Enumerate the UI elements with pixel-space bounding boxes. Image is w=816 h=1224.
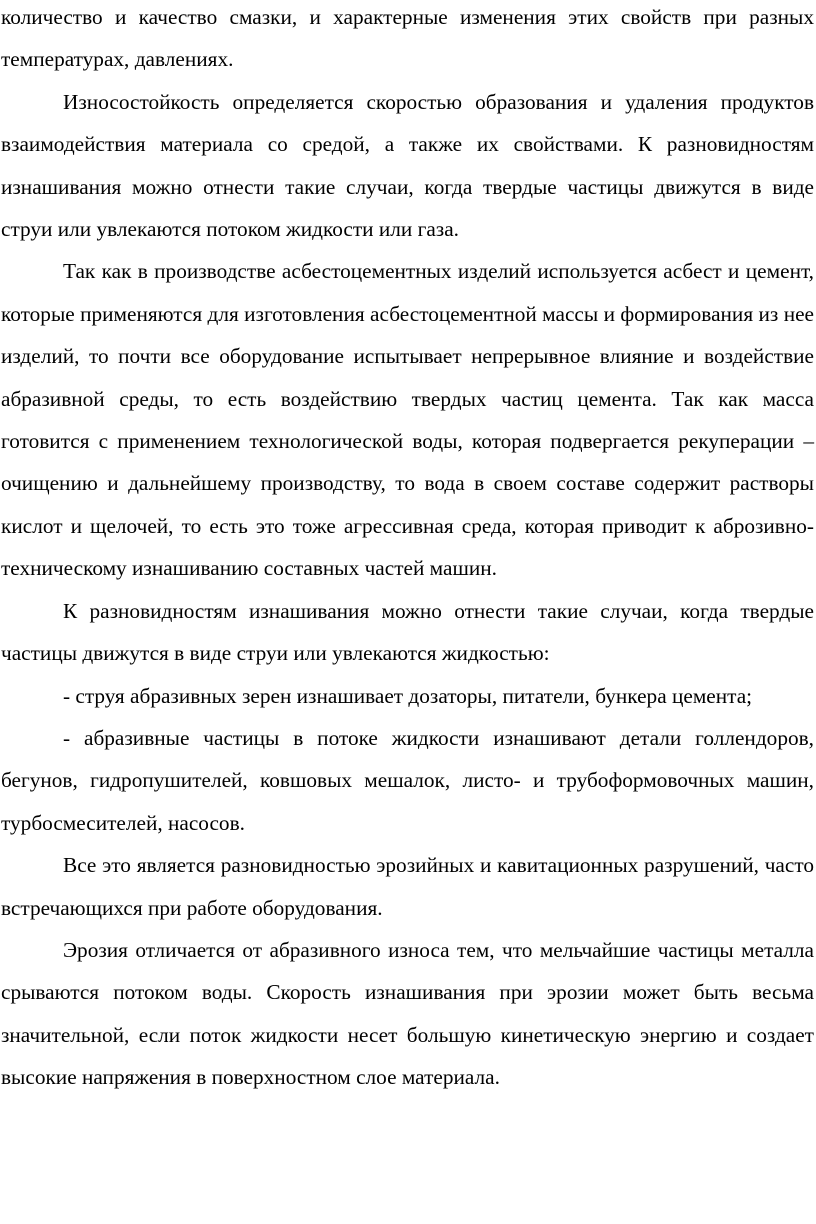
paragraph-erosion-cavitation: Все это является разновидностью эрозийных и кавитационных разрушений, часто встречающихся при работе оборудования. xyxy=(1,853,814,920)
paragraph-wear-resistance: Износостойкость определяется скоростью образования и удаления продуктов взаимодействия материала со средой, а также их свойствами. К разновидностям изнашивания можно отнести такие случаи, когда твердые частицы движутся в виде струи или увлекаются потоком жидкости или газа. xyxy=(1,89,814,242)
list-item-jet-abrasive: - струя абразивных зерен изнашивает дозаторы, питатели, бункера цемента; xyxy=(63,683,753,708)
paragraph-asbestos-production: Так как в производстве асбестоцементных изделий используется асбест и цемент, которые применяются для изготовления асбестоцементной массы и формирования из нее изделий, то почти все оборудование испытывает непрерывное влияние и воздействие абразивной среды, то есть воздействию твердых частиц цемента. Так как масса готовится с применением технологической воды, которая подвергается рекуперации – очищению и дальнейшему производству, то вода в своем составе содержит растворы кислот и щелочей, то есть это тоже агрессивная среда, которая приводит к аброзивно-техническому изнашиванию составных частей машин. xyxy=(1,259,814,581)
paragraph-continuation: количество и качество смазки, и характерные изменения этих свойств при разных температурах, давлениях. xyxy=(1,5,814,72)
list-item-liquid-abrasive: - абразивные частицы в потоке жидкости изнашивают детали голлендоров, бегунов, гидропушителей, ковшовых мешалок, листо- и трубоформовочных машин, турбосмесителей, насосов. xyxy=(1,725,814,835)
paragraph-wear-types: К разновидностям изнашивания можно отнести такие случаи, когда твердые частицы движутся в виде струи или увлекаются жидкостью: xyxy=(1,598,814,666)
paragraph-erosion-definition: Эрозия отличается от абразивного износа тем, что мельчайшие частицы металла срываются потоком воды. Скорость изнашивания при эрозии может быть весьма значительной, если поток жидкости несет большую кинетическую энергию и создает высокие напряжения в поверхностном слое материала. xyxy=(1,937,814,1090)
